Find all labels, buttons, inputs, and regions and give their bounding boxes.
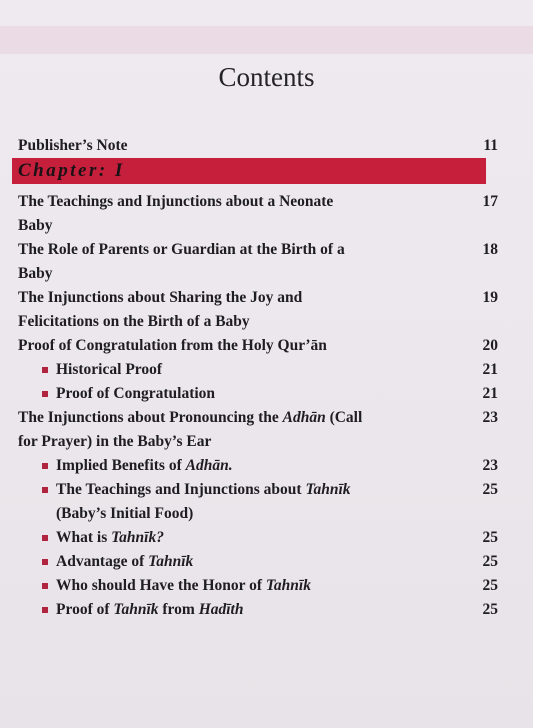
bullet-icon bbox=[42, 487, 48, 493]
toc-entry-page: 18 bbox=[482, 241, 498, 258]
toc-entry-label bbox=[18, 334, 470, 358]
toc-entry-line: The Role of Parents or Guardian at the Birth of a bbox=[18, 241, 345, 258]
toc-entry-label bbox=[18, 190, 470, 238]
toc-entry[interactable] bbox=[18, 334, 498, 358]
toc-entry-line: Advantage of Tahnīk bbox=[56, 553, 194, 570]
toc-subentry-label bbox=[18, 574, 470, 598]
chapter-heading: Chapter: I bbox=[18, 160, 125, 181]
toc-subentry-label bbox=[18, 478, 470, 526]
toc-entry-line: Baby bbox=[18, 265, 53, 282]
bullet-icon bbox=[42, 391, 48, 397]
toc-entry-page: 25 bbox=[482, 529, 498, 546]
bullet-icon bbox=[42, 607, 48, 613]
toc-entry-line: (Baby’s Initial Food) bbox=[56, 505, 194, 522]
toc-entry-line: Implied Benefits of Adhān. bbox=[56, 457, 233, 474]
toc-entry-page: 19 bbox=[482, 289, 498, 306]
toc-entry-page: 23 bbox=[482, 409, 498, 426]
toc-entry-line: Proof of Congratulation bbox=[56, 385, 216, 402]
toc-entry-line: Historical Proof bbox=[56, 361, 163, 378]
toc-entry-page: 11 bbox=[483, 137, 498, 154]
bullet-icon bbox=[42, 367, 48, 373]
toc-entry-page: 25 bbox=[482, 601, 498, 618]
toc-subentry-label bbox=[18, 358, 470, 382]
toc-entry-label: Publisher’s Note bbox=[18, 137, 128, 154]
toc-entry-page: 23 bbox=[482, 457, 498, 474]
toc-entry-page: 20 bbox=[482, 337, 498, 354]
toc-subentry-label bbox=[18, 526, 470, 550]
toc-entry[interactable] bbox=[18, 406, 498, 454]
toc-entry-label bbox=[18, 286, 470, 334]
bullet-icon bbox=[42, 463, 48, 469]
toc-subentry-label bbox=[18, 382, 470, 406]
toc-entry-line: Proof of Tahnīk from Hadīth bbox=[56, 601, 244, 618]
toc-entry-line: The Injunctions about Pronouncing the Adhān (Call bbox=[18, 409, 363, 426]
toc-entry[interactable] bbox=[18, 478, 498, 526]
toc-entry[interactable] bbox=[18, 286, 498, 334]
toc-entry[interactable] bbox=[18, 526, 498, 550]
toc-entry-line: Proof of Congratulation from the Holy Qur’ān bbox=[18, 337, 327, 354]
toc-entry-line: Who should Have the Honor of Tahnīk bbox=[56, 577, 311, 594]
toc-entry[interactable] bbox=[18, 358, 498, 382]
toc-entry-page: 25 bbox=[482, 577, 498, 594]
toc-entry-page: 21 bbox=[482, 361, 498, 378]
toc-entry-page: 21 bbox=[482, 385, 498, 402]
toc-entry[interactable] bbox=[18, 598, 498, 622]
toc-entry-publisher-note[interactable] bbox=[18, 134, 498, 158]
bullet-icon bbox=[42, 583, 48, 589]
toc-subentry-label bbox=[18, 454, 470, 478]
toc-entry-page: 25 bbox=[482, 481, 498, 498]
toc-entry[interactable] bbox=[18, 574, 498, 598]
toc-subentry-label bbox=[18, 550, 470, 574]
toc-entry-line: What is Tahnīk? bbox=[56, 529, 164, 546]
toc-entry-line: The Injunctions about Sharing the Joy and bbox=[18, 289, 303, 306]
toc-entry-page: 17 bbox=[482, 193, 498, 210]
toc-entry[interactable] bbox=[18, 190, 498, 238]
bleed-through-band bbox=[0, 26, 533, 54]
toc-entry-line: Baby bbox=[18, 217, 53, 234]
toc-entries bbox=[18, 190, 498, 622]
toc-entry[interactable] bbox=[18, 238, 498, 286]
toc-entry-line: The Teachings and Injunctions about Tahnīk bbox=[56, 481, 351, 498]
toc-entry[interactable] bbox=[18, 382, 498, 406]
toc-subentry-label bbox=[18, 598, 470, 622]
bullet-icon bbox=[42, 559, 48, 565]
toc-entry-label bbox=[18, 238, 470, 286]
toc-entry-line: The Teachings and Injunctions about a Neonate bbox=[18, 193, 334, 210]
toc-entry[interactable] bbox=[18, 550, 498, 574]
toc-entry-line: for Prayer) in the Baby’s Ear bbox=[18, 433, 212, 450]
toc-entry[interactable] bbox=[18, 454, 498, 478]
page-title: Contents bbox=[218, 62, 315, 92]
toc-entry-line: Felicitations on the Birth of a Baby bbox=[18, 313, 250, 330]
toc-entry-label bbox=[18, 406, 470, 454]
table-of-contents bbox=[18, 134, 498, 622]
toc-entry-page: 25 bbox=[482, 553, 498, 570]
bullet-icon bbox=[42, 535, 48, 541]
